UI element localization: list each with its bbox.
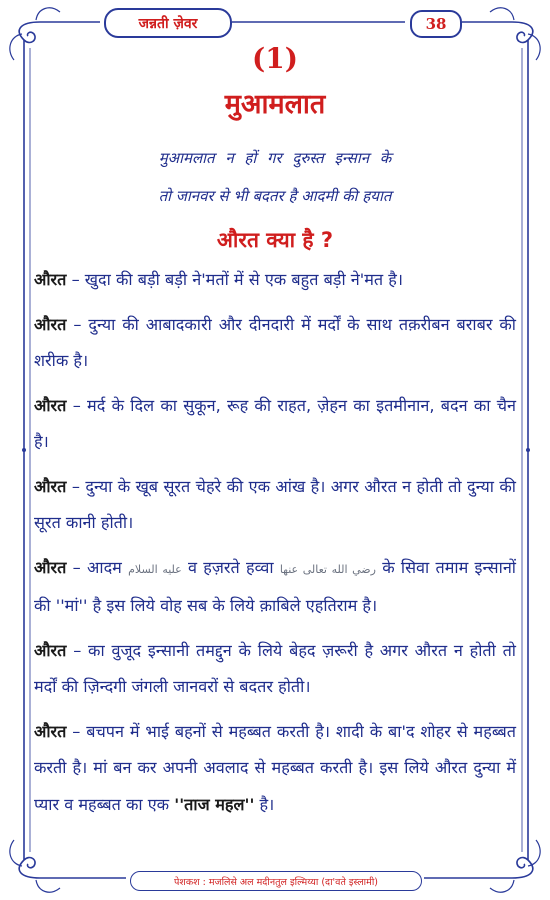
paragraph-text: है। — [254, 794, 275, 814]
chapter-number: (1) — [252, 42, 298, 75]
paragraph-text: – दुन्या के खूब सूरत चेहरे की एक आंख है। अगर औरत न होती तो दुन्या की सूरत कानी होती। — [34, 476, 516, 532]
paragraph — [34, 714, 516, 824]
paragraph-text: – दुन्या की आबादकारी और दीनदारी में मर्दों के साथ तक़रीबन बराबर की शरीक है। — [34, 314, 516, 370]
emphasis-text: ''ताज महल'' — [174, 794, 255, 814]
book-title-tab — [104, 8, 232, 38]
section-subheading: औरत क्या है ? — [216, 228, 334, 252]
paragraph-text: – बचपन में भाई बहनों से महब्बत करती है। शादी के बा'द शोहर से महब्बत करती है। मां बन कर अपनी अवलाद से महब्बत करती है। इस लिये औरत दुन्या में प्यार व महब्बत का एक — [34, 721, 516, 814]
paragraph — [34, 633, 516, 706]
honorific-arabic: رضي الله تعالى عنها — [279, 562, 376, 576]
paragraph-lead: औरत — [34, 270, 67, 289]
paragraph-lead: औरत — [34, 557, 67, 577]
paragraph — [34, 307, 516, 380]
chapter-title: मुआमलात — [224, 89, 326, 120]
paragraph-text: – खुदा की बड़ी बड़ी ने'मतों में से एक बहुत बड़ी ने'मत है। — [66, 270, 404, 289]
footer-text: पेशकश : मजलिसे अल मदीनतुल इल्मिय्या (दा'वते इस्लामी) — [173, 876, 378, 888]
book-title: जन्नती ज़ेवर — [138, 15, 198, 32]
page-number-badge — [410, 10, 462, 38]
verse-line-2: तो जानवर से भी बदतर है आदमी की हयात — [158, 187, 392, 205]
page-number: 38 — [425, 15, 447, 33]
paragraph-text: – मर्द के दिल का सुकून, रूह की राहत, ज़ेहन का इतमीनान, बदन का चैन है। — [34, 395, 516, 451]
paragraph-text: – आदम — [66, 557, 129, 577]
paragraph-text: – का वुजूद इन्सानी तमद्दुन के लिये बेहद ज़रूरी है अगर औरत न होती तो मर्दों की ज़िन्दगी जंगली जानवरों से बदतर होती। — [34, 640, 516, 696]
paragraph-lead: औरत — [34, 314, 67, 334]
paragraph-text: के सिवा तमाम इन्सानों की ''मां'' है इस लिये वोह सब के लिये क़ाबिले एहतिराम है। — [34, 557, 516, 615]
paragraph — [34, 262, 516, 299]
body-text — [34, 262, 516, 831]
publisher-footer — [130, 871, 422, 891]
honorific-arabic: عليه السلام — [128, 562, 182, 576]
paragraph-lead: औरत — [34, 640, 67, 660]
paragraph-text: व हज़रते हव्वा — [181, 557, 280, 577]
paragraph — [34, 469, 516, 542]
paragraph — [34, 550, 516, 625]
paragraph-lead: औरत — [34, 476, 67, 496]
paragraph-lead: औरत — [34, 721, 67, 741]
paragraph-lead: औरत — [34, 395, 67, 415]
paragraph — [34, 388, 516, 461]
verse-line-1: मुआमलात न हों गर दुरुस्त इन्सान के — [158, 149, 392, 167]
